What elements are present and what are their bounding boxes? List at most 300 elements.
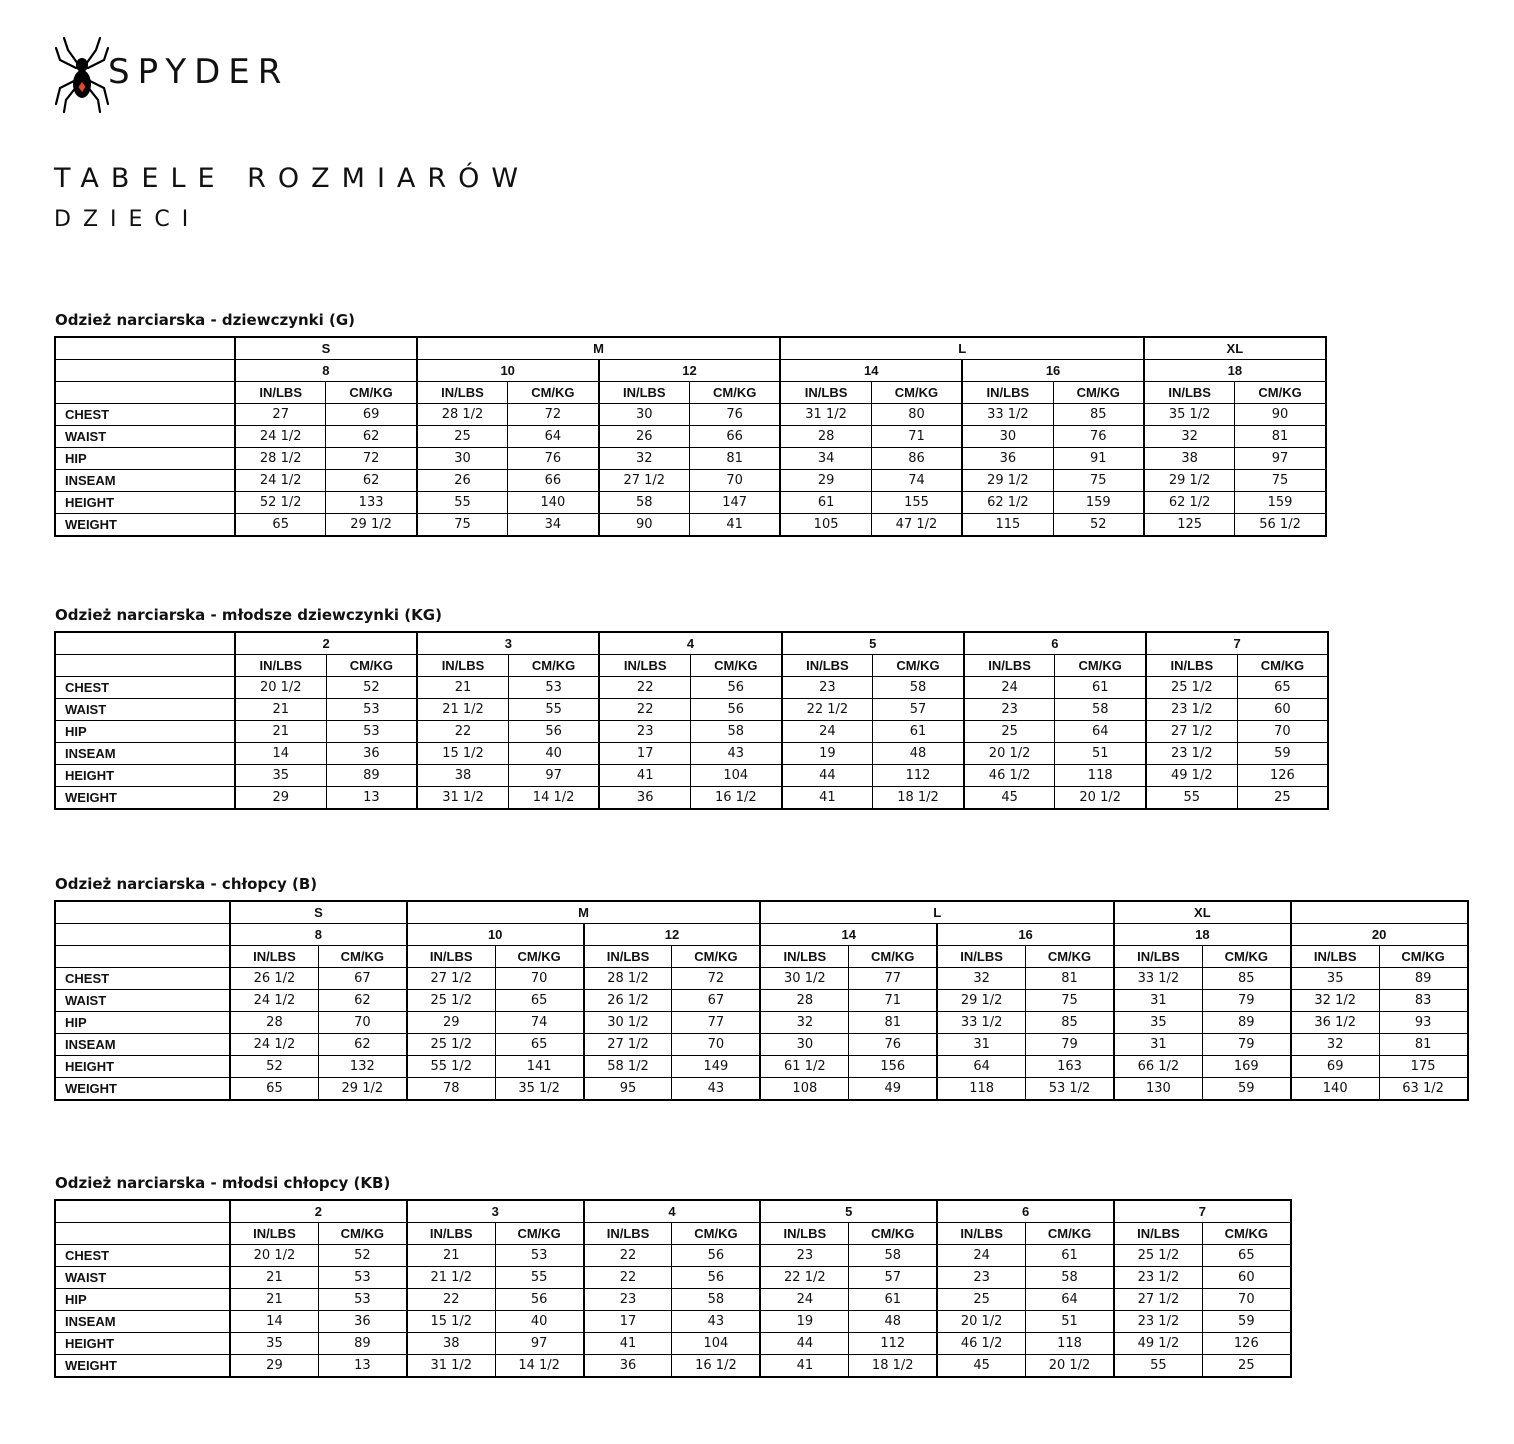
measurement-cell: 76 <box>1053 426 1144 448</box>
measurement-cell: 15 1/2 <box>417 743 508 765</box>
measurement-cell: 62 1/2 <box>1144 492 1235 514</box>
row-label: INSEAM <box>55 470 235 492</box>
measurement-cell: 85 <box>1026 1012 1114 1034</box>
measurement-cell: 35 1/2 <box>1144 404 1235 426</box>
measurement-cell: 43 <box>672 1078 760 1101</box>
measurement-cell: 169 <box>1202 1056 1290 1078</box>
measurement-cell: 118 <box>937 1078 1025 1101</box>
measurement-cell: 36 <box>318 1311 406 1333</box>
measurement-cell: 27 1/2 <box>407 968 495 990</box>
measurement-cell: 79 <box>1202 990 1290 1012</box>
measurement-cell: 25 <box>417 426 508 448</box>
size-header: 2 <box>230 1200 407 1223</box>
measurement-cell: 52 <box>1053 514 1144 537</box>
measurement-cell: 86 <box>871 448 962 470</box>
corner-cell <box>55 946 230 968</box>
measurement-cell: 22 <box>599 699 690 721</box>
unit-header: CM/KG <box>672 1223 760 1245</box>
unit-header: IN/LBS <box>407 946 495 968</box>
measurement-cell: 33 1/2 <box>937 1012 1025 1034</box>
measurement-cell: 55 <box>417 492 508 514</box>
row-label: HEIGHT <box>55 492 235 514</box>
measurement-cell: 55 <box>1114 1355 1202 1378</box>
measurement-cell: 23 1/2 <box>1114 1311 1202 1333</box>
table-row <box>55 699 1328 721</box>
corner-cell <box>55 901 230 924</box>
measurement-cell: 56 <box>495 1289 583 1311</box>
measurement-cell: 79 <box>1202 1034 1290 1056</box>
measurement-cell: 14 1/2 <box>495 1355 583 1378</box>
measurement-cell: 70 <box>1237 721 1328 743</box>
measurement-cell: 140 <box>1291 1078 1379 1101</box>
measurement-cell: 28 1/2 <box>235 448 326 470</box>
measurement-cell: 26 1/2 <box>230 968 318 990</box>
measurement-cell: 53 <box>318 1267 406 1289</box>
measurement-cell: 70 <box>495 968 583 990</box>
unit-header: IN/LBS <box>230 946 318 968</box>
measurement-cell: 67 <box>318 968 406 990</box>
table-title: Odzież narciarska - dziewczynki (G) <box>55 311 356 329</box>
measurement-cell: 36 <box>962 448 1053 470</box>
measurement-cell: 59 <box>1202 1311 1290 1333</box>
unit-header: IN/LBS <box>782 655 873 677</box>
measurement-cell: 70 <box>318 1012 406 1034</box>
measurement-cell: 23 <box>760 1245 848 1267</box>
table-row <box>55 1245 1291 1267</box>
size-header: 16 <box>937 924 1114 946</box>
unit-header: IN/LBS <box>235 382 326 404</box>
unit-header: CM/KG <box>495 1223 583 1245</box>
unit-header: IN/LBS <box>780 382 871 404</box>
measurement-cell: 17 <box>599 743 690 765</box>
measurement-cell: 32 1/2 <box>1291 990 1379 1012</box>
size-header: 6 <box>937 1200 1114 1223</box>
measurement-cell: 126 <box>1237 765 1328 787</box>
measurement-cell: 104 <box>672 1333 760 1355</box>
measurement-cell: 58 <box>873 677 964 699</box>
size-header: 3 <box>407 1200 584 1223</box>
measurement-cell: 24 <box>782 721 873 743</box>
measurement-cell: 22 <box>584 1267 672 1289</box>
size-table <box>54 900 1469 1101</box>
size-table <box>54 631 1329 810</box>
measurement-cell: 14 1/2 <box>508 787 599 810</box>
measurement-cell: 76 <box>508 448 599 470</box>
measurement-cell: 23 1/2 <box>1146 699 1237 721</box>
measurement-cell: 60 <box>1202 1267 1290 1289</box>
measurement-cell: 30 <box>599 404 690 426</box>
unit-header: CM/KG <box>873 655 964 677</box>
measurement-cell: 77 <box>849 968 937 990</box>
measurement-cell: 56 <box>672 1245 760 1267</box>
size-header: 2 <box>235 632 417 655</box>
table-row <box>55 968 1468 990</box>
measurement-cell: 72 <box>508 404 599 426</box>
size-header: 6 <box>964 632 1146 655</box>
size-header: 18 <box>1114 924 1291 946</box>
measurement-cell: 31 1/2 <box>780 404 871 426</box>
measurement-cell: 38 <box>1144 448 1235 470</box>
measurement-cell: 35 <box>1291 968 1379 990</box>
measurement-cell: 32 <box>599 448 690 470</box>
unit-header: CM/KG <box>318 1223 406 1245</box>
measurement-cell: 52 <box>230 1056 318 1078</box>
size-header: 10 <box>407 924 584 946</box>
measurement-cell: 72 <box>672 968 760 990</box>
measurement-cell: 108 <box>760 1078 848 1101</box>
measurement-cell: 95 <box>584 1078 672 1101</box>
measurement-cell: 41 <box>760 1355 848 1378</box>
measurement-cell: 28 1/2 <box>417 404 508 426</box>
table-row <box>55 1078 1468 1101</box>
table-row <box>55 765 1328 787</box>
measurement-cell: 32 <box>937 968 1025 990</box>
measurement-cell: 20 1/2 <box>1026 1355 1114 1378</box>
measurement-cell: 48 <box>873 743 964 765</box>
measurement-cell: 30 1/2 <box>760 968 848 990</box>
measurement-cell: 22 1/2 <box>760 1267 848 1289</box>
measurement-cell: 61 <box>873 721 964 743</box>
size-table <box>54 336 1327 537</box>
measurement-cell: 16 1/2 <box>691 787 782 810</box>
measurement-cell: 58 <box>1026 1267 1114 1289</box>
measurement-cell: 53 <box>495 1245 583 1267</box>
measurement-cell: 70 <box>1202 1289 1290 1311</box>
measurement-cell: 115 <box>962 514 1053 537</box>
measurement-cell: 40 <box>495 1311 583 1333</box>
measurement-cell: 36 <box>326 743 417 765</box>
table-row <box>55 990 1468 1012</box>
measurement-cell: 58 <box>849 1245 937 1267</box>
table-row <box>55 743 1328 765</box>
measurement-cell: 29 1/2 <box>326 514 417 537</box>
size-table-boys <box>54 874 1469 1101</box>
measurement-cell: 51 <box>1026 1311 1114 1333</box>
unit-header: CM/KG <box>689 382 780 404</box>
measurement-cell: 67 <box>672 990 760 1012</box>
measurement-cell: 61 <box>1026 1245 1114 1267</box>
unit-header: IN/LBS <box>599 382 690 404</box>
measurement-cell: 32 <box>1291 1034 1379 1056</box>
row-label: WAIST <box>55 1267 230 1289</box>
size-group-header: L <box>780 337 1144 360</box>
unit-header: IN/LBS <box>417 655 508 677</box>
row-label: WEIGHT <box>55 514 235 537</box>
size-header: 14 <box>760 924 937 946</box>
measurement-cell: 33 1/2 <box>962 404 1053 426</box>
measurement-cell: 23 <box>584 1289 672 1311</box>
measurement-cell: 25 <box>964 721 1055 743</box>
measurement-cell: 24 1/2 <box>230 990 318 1012</box>
measurement-cell: 27 <box>235 404 326 426</box>
size-group-header: S <box>230 901 407 924</box>
measurement-cell: 62 <box>318 1034 406 1056</box>
row-label: WAIST <box>55 426 235 448</box>
measurement-cell: 29 1/2 <box>937 990 1025 1012</box>
table-title: Odzież narciarska - chłopcy (B) <box>55 875 318 893</box>
measurement-cell: 47 1/2 <box>871 514 962 537</box>
measurement-cell: 28 <box>780 426 871 448</box>
measurement-cell: 13 <box>318 1355 406 1378</box>
measurement-cell: 58 <box>1055 699 1146 721</box>
measurement-cell: 81 <box>1379 1034 1467 1056</box>
measurement-cell: 53 <box>508 677 599 699</box>
measurement-cell: 25 <box>937 1289 1025 1311</box>
page-subtitle: DZIECI <box>54 207 201 232</box>
measurement-cell: 52 <box>326 677 417 699</box>
measurement-cell: 22 <box>407 1289 495 1311</box>
measurement-cell: 20 1/2 <box>230 1245 318 1267</box>
unit-header: CM/KG <box>691 655 782 677</box>
measurement-cell: 28 <box>760 990 848 1012</box>
table-row <box>55 787 1328 810</box>
measurement-cell: 69 <box>326 404 417 426</box>
unit-header: CM/KG <box>1055 655 1146 677</box>
unit-header: IN/LBS <box>584 946 672 968</box>
measurement-cell: 30 <box>962 426 1053 448</box>
row-label: INSEAM <box>55 743 235 765</box>
measurement-cell: 44 <box>760 1333 848 1355</box>
measurement-cell: 89 <box>326 765 417 787</box>
measurement-cell: 46 1/2 <box>937 1333 1025 1355</box>
measurement-cell: 30 <box>417 448 508 470</box>
measurement-cell: 58 <box>672 1289 760 1311</box>
measurement-cell: 53 <box>318 1289 406 1311</box>
measurement-cell: 53 <box>326 721 417 743</box>
row-label: CHEST <box>55 968 230 990</box>
measurement-cell: 60 <box>1237 699 1328 721</box>
row-label: WEIGHT <box>55 1355 230 1378</box>
measurement-cell: 24 <box>937 1245 1025 1267</box>
measurement-cell: 61 1/2 <box>760 1056 848 1078</box>
size-header: 4 <box>599 632 781 655</box>
measurement-cell: 45 <box>937 1355 1025 1378</box>
measurement-cell: 21 <box>235 721 326 743</box>
measurement-cell: 71 <box>871 426 962 448</box>
measurement-cell: 14 <box>235 743 326 765</box>
page-title: TABELE ROZMIARÓW <box>54 163 531 194</box>
measurement-cell: 21 <box>417 677 508 699</box>
measurement-cell: 91 <box>1053 448 1144 470</box>
measurement-cell: 23 <box>964 699 1055 721</box>
measurement-cell: 28 1/2 <box>584 968 672 990</box>
measurement-cell: 20 1/2 <box>1055 787 1146 810</box>
measurement-cell: 71 <box>849 990 937 1012</box>
unit-header: CM/KG <box>1237 655 1328 677</box>
measurement-cell: 25 <box>1237 787 1328 810</box>
measurement-cell: 24 <box>760 1289 848 1311</box>
measurement-cell: 19 <box>760 1311 848 1333</box>
unit-header: CM/KG <box>1026 946 1114 968</box>
size-header: 16 <box>962 360 1144 382</box>
measurement-cell: 81 <box>849 1012 937 1034</box>
table-row <box>55 470 1326 492</box>
measurement-cell: 43 <box>672 1311 760 1333</box>
row-label: HIP <box>55 721 235 743</box>
corner-cell <box>55 655 235 677</box>
table-row <box>55 1267 1291 1289</box>
unit-header: IN/LBS <box>964 655 1055 677</box>
measurement-cell: 105 <box>780 514 871 537</box>
measurement-cell: 27 1/2 <box>1114 1289 1202 1311</box>
row-label: INSEAM <box>55 1034 230 1056</box>
measurement-cell: 13 <box>326 787 417 810</box>
measurement-cell: 21 <box>230 1289 318 1311</box>
measurement-cell: 27 1/2 <box>599 470 690 492</box>
measurement-cell: 70 <box>672 1034 760 1056</box>
measurement-cell: 16 1/2 <box>672 1355 760 1378</box>
size-group-header: M <box>407 901 761 924</box>
unit-header: CM/KG <box>1202 1223 1290 1245</box>
measurement-cell: 34 <box>508 514 599 537</box>
measurement-cell: 75 <box>417 514 508 537</box>
measurement-cell: 64 <box>1026 1289 1114 1311</box>
measurement-cell: 21 <box>230 1267 318 1289</box>
size-group-header: S <box>235 337 417 360</box>
measurement-cell: 69 <box>1291 1056 1379 1078</box>
measurement-cell: 65 <box>1202 1245 1290 1267</box>
measurement-cell: 65 <box>230 1078 318 1101</box>
size-header: 7 <box>1146 632 1328 655</box>
measurement-cell: 56 <box>691 699 782 721</box>
measurement-cell: 23 <box>782 677 873 699</box>
unit-header: CM/KG <box>326 382 417 404</box>
measurement-cell: 32 <box>760 1012 848 1034</box>
measurement-cell: 29 1/2 <box>318 1078 406 1101</box>
measurement-cell: 25 1/2 <box>1146 677 1237 699</box>
size-header: 12 <box>584 924 761 946</box>
size-header: 8 <box>235 360 417 382</box>
corner-cell <box>55 1223 230 1245</box>
measurement-cell: 23 <box>937 1267 1025 1289</box>
measurement-cell: 53 1/2 <box>1026 1078 1114 1101</box>
measurement-cell: 75 <box>1053 470 1144 492</box>
measurement-cell: 28 <box>230 1012 318 1034</box>
brand-name: SPYDER <box>108 52 290 92</box>
corner-cell <box>55 337 235 360</box>
unit-header: CM/KG <box>1379 946 1467 968</box>
row-label: HIP <box>55 448 235 470</box>
table-row <box>55 404 1326 426</box>
corner-cell <box>55 382 235 404</box>
measurement-cell: 57 <box>849 1267 937 1289</box>
table-title: Odzież narciarska - młodsi chłopcy (KB) <box>55 1174 391 1192</box>
measurement-cell: 62 <box>318 990 406 1012</box>
measurement-cell: 159 <box>1235 492 1326 514</box>
size-header-row <box>55 360 1326 382</box>
unit-header-row <box>55 655 1328 677</box>
row-label: HEIGHT <box>55 1333 230 1355</box>
row-label: CHEST <box>55 677 235 699</box>
measurement-cell: 24 1/2 <box>230 1034 318 1056</box>
unit-header: CM/KG <box>849 1223 937 1245</box>
measurement-cell: 30 <box>760 1034 848 1056</box>
measurement-cell: 56 <box>691 677 782 699</box>
measurement-cell: 64 <box>1055 721 1146 743</box>
table-row <box>55 721 1328 743</box>
unit-header: IN/LBS <box>1114 946 1202 968</box>
table-title: Odzież narciarska - młodsze dziewczynki (KG) <box>55 606 442 624</box>
measurement-cell: 118 <box>1026 1333 1114 1355</box>
measurement-cell: 89 <box>1202 1012 1290 1034</box>
unit-header: IN/LBS <box>230 1223 318 1245</box>
measurement-cell: 43 <box>691 743 782 765</box>
measurement-cell: 133 <box>326 492 417 514</box>
measurement-cell: 126 <box>1202 1333 1290 1355</box>
measurement-cell: 58 <box>691 721 782 743</box>
measurement-cell: 22 <box>599 677 690 699</box>
unit-header: CM/KG <box>326 655 417 677</box>
measurement-cell: 19 <box>782 743 873 765</box>
size-table-little-girls <box>54 605 1329 810</box>
corner-cell <box>55 1200 230 1223</box>
measurement-cell: 25 1/2 <box>407 1034 495 1056</box>
row-label: CHEST <box>55 1245 230 1267</box>
measurement-cell: 112 <box>849 1333 937 1355</box>
measurement-cell: 23 1/2 <box>1114 1267 1202 1289</box>
measurement-cell: 35 <box>230 1333 318 1355</box>
spider-icon <box>52 34 112 116</box>
measurement-cell: 15 1/2 <box>407 1311 495 1333</box>
measurement-cell: 72 <box>326 448 417 470</box>
row-label: CHEST <box>55 404 235 426</box>
measurement-cell: 29 1/2 <box>1144 470 1235 492</box>
measurement-cell: 46 1/2 <box>964 765 1055 787</box>
measurement-cell: 52 1/2 <box>235 492 326 514</box>
row-label: WAIST <box>55 990 230 1012</box>
measurement-cell: 49 <box>849 1078 937 1101</box>
row-label: WAIST <box>55 699 235 721</box>
measurement-cell: 55 <box>508 699 599 721</box>
row-label: HIP <box>55 1289 230 1311</box>
measurement-cell: 56 1/2 <box>1235 514 1326 537</box>
measurement-cell: 31 <box>1114 1034 1202 1056</box>
unit-header: IN/LBS <box>407 1223 495 1245</box>
measurement-cell: 26 1/2 <box>584 990 672 1012</box>
table-row <box>55 492 1326 514</box>
size-group-header: L <box>760 901 1114 924</box>
measurement-cell: 40 <box>508 743 599 765</box>
measurement-cell: 163 <box>1026 1056 1114 1078</box>
measurement-cell: 41 <box>599 765 690 787</box>
unit-header: CM/KG <box>1026 1223 1114 1245</box>
measurement-cell: 31 1/2 <box>407 1355 495 1378</box>
unit-header: CM/KG <box>495 946 583 968</box>
measurement-cell: 59 <box>1202 1078 1290 1101</box>
measurement-cell: 90 <box>1235 404 1326 426</box>
unit-header: IN/LBS <box>584 1223 672 1245</box>
measurement-cell: 29 1/2 <box>962 470 1053 492</box>
measurement-cell: 125 <box>1144 514 1235 537</box>
table-row <box>55 1333 1291 1355</box>
measurement-cell: 55 <box>1146 787 1237 810</box>
measurement-cell: 36 <box>599 787 690 810</box>
measurement-cell: 97 <box>495 1333 583 1355</box>
table-row <box>55 1289 1291 1311</box>
measurement-cell: 41 <box>584 1333 672 1355</box>
group-header-row <box>55 901 1468 924</box>
size-header: 8 <box>230 924 407 946</box>
measurement-cell: 77 <box>672 1012 760 1034</box>
unit-header: CM/KG <box>318 946 406 968</box>
unit-header-row <box>55 382 1326 404</box>
measurement-cell: 18 1/2 <box>849 1355 937 1378</box>
measurement-cell: 62 <box>326 470 417 492</box>
measurement-cell: 132 <box>318 1056 406 1078</box>
measurement-cell: 49 1/2 <box>1146 765 1237 787</box>
measurement-cell: 66 <box>689 426 780 448</box>
measurement-cell: 35 <box>235 765 326 787</box>
